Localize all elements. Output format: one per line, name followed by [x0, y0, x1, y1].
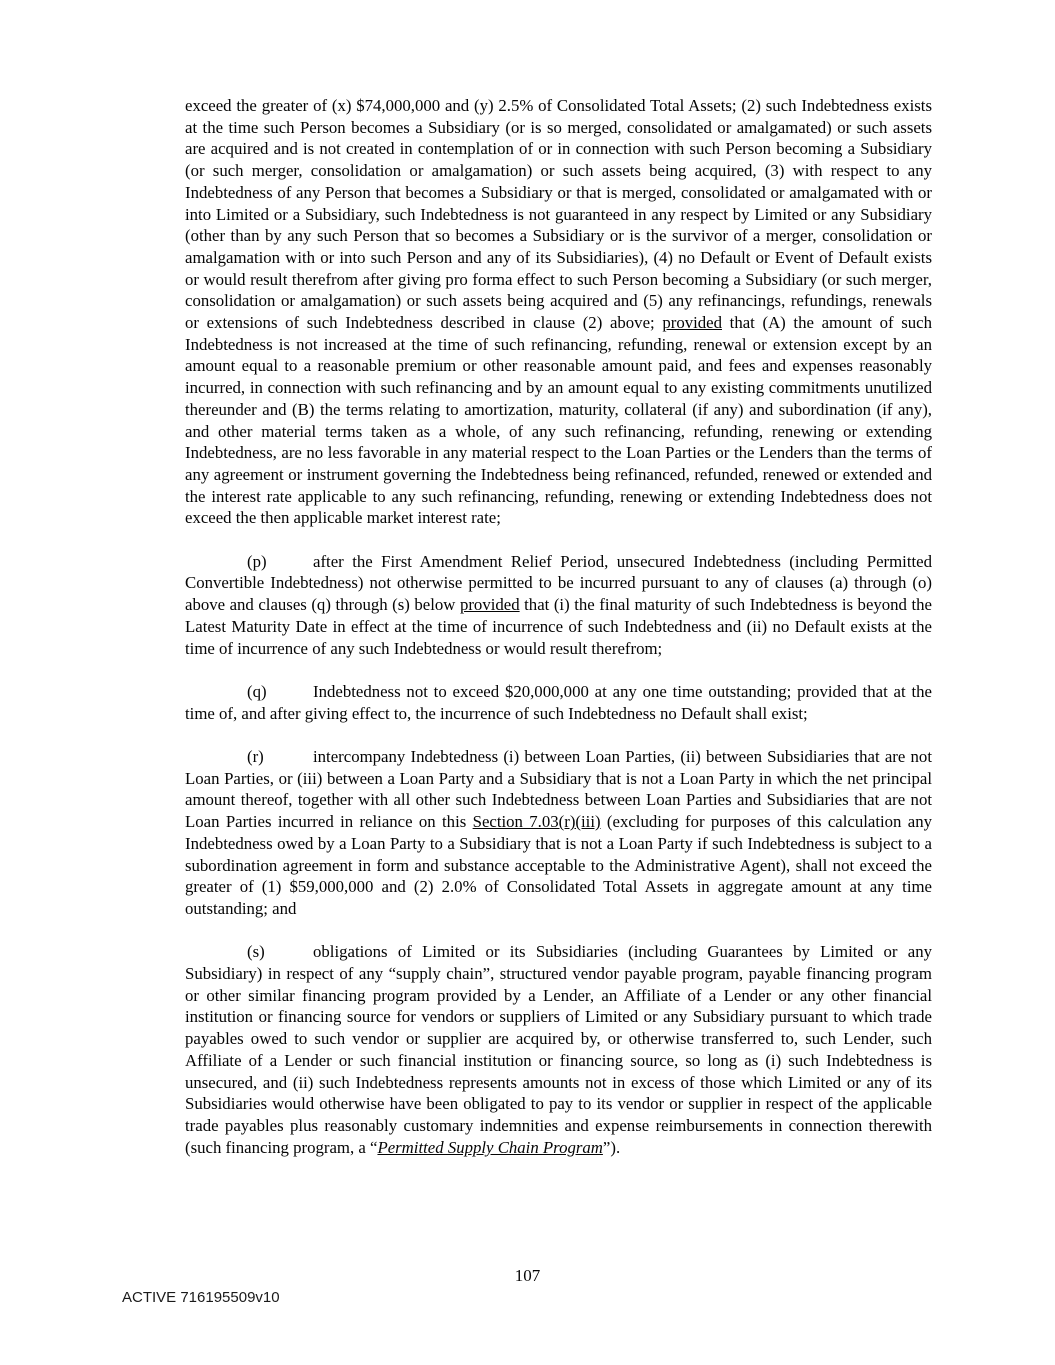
document-id-footer: ACTIVE 716195509v10 [122, 1289, 280, 1306]
text-run: obligations of Limited or its Subsidiaries (including Guarantees by Limited or any Subsidiary) in respect of any “supply chain”, structured vendor payable program, payable financing program or other similar financing program provided by a Lender, an Affiliate of a Lender or any other financial institution or financing source for vendors or suppliers of Limited or any Subsidiary pursuant to which trade payables owed to such vendor or supplier are acquired by, or otherwise transferred to, such Lender, such Affiliate of a Lender or such financial institution or financing source, so long as (i) such Indebtedness is unsecured, and (ii) such Indebtedness represents amounts not in excess of those which Limited or any of its Subsidiaries would otherwise have been obligated to pay to its vendor or supplier in respect of the applicable trade payables plus reasonably customary indemnities and expense reimbursements in connection therewith (such financing program, a “ [185, 942, 932, 1157]
text-run: intercompany Indebtedness (i) between Loan Parties, (ii) between Subsidiaries that are not Loan Parties, or (iii) between a Loan Party and a Subsidiary that is not a Loan Party in which the net principal amount thereof, together with all other such Indebtedness between Loan Parties and Subsidiaries that are not Loan Parties incurred in reliance on this [185, 747, 932, 832]
clause-label: (s) [247, 942, 265, 962]
text-run: exceed the greater of (x) $74,000,000 and (y) 2.5% of Consolidated Total Assets; (2) such Indebtedness exists at the time such Person becomes a Subsidiary (or is so merged, consolidated or amalgamated) or such assets are acquired and is not created in contemplation of or in connection with such Person becoming a Subsidiary (or such merger, consolidation or amalgamation) or such assets being acquired, (3) with respect to any Indebtedness of any Person that becomes a Subsidiary or that is merged, consolidated or amalgamated with or into Limited or a Subsidiary, such Indebtedness is not guaranteed in any respect by Limited or any Subsidiary (other than by any such Person that so becomes a Subsidiary or is the survivor of a merger, consolidation or amalgamation with or into such Person and any of its Subsidiaries), (4) no Default or Event of Default exists or would result therefrom after giving pro forma effect to such Person becoming a Subsidiary (or such merger, consolidation or amalgamation) or such assets being acquired and (5) any refinancings, refundings, renewals or extensions of such Indebtedness described in clause (2) above; [185, 96, 932, 333]
clause-label: (p) [247, 551, 267, 571]
text-run: that (i) the final maturity of such Indebtedness is beyond the Latest Maturity Date in effect at the time of incurrence of such Indebtedness and (ii) no Default exists at the time of incurrence of any such Indebtedness or would result therefrom; [185, 595, 932, 658]
emphasized-term: Section 7.03(r)(iii) [472, 812, 601, 832]
clause-q [185, 681, 932, 724]
emphasized-term: provided [459, 595, 520, 615]
clause-label: (r) [247, 747, 264, 767]
clause-s [185, 941, 932, 1158]
emphasized-term: provided [662, 313, 722, 333]
page-number: 107 [514, 1266, 541, 1285]
text-run: after the First Amendment Relief Period, unsecured Indebtedness (including Permitted Convertible Indebtedness) not otherwise permitted to be incurred pursuant to any of clauses (a) through (o) above and clauses (q) through (s) below [185, 551, 932, 615]
clause-p [185, 551, 932, 660]
clause-o-continuation [185, 95, 932, 529]
emphasized-term: Permitted Supply Chain Program [377, 1137, 603, 1157]
text-run: Indebtedness not to exceed $20,000,000 at any one time outstanding; provided that at the time of, and after giving effect to, the incurrence of such Indebtedness no Default shall exist; [185, 681, 932, 723]
text-run: (excluding for purposes of this calculation any Indebtedness owed by a Loan Party to a Subsidiary that is not a Loan Party if such Indebtedness is subject to a subordination agreement in form and substance acceptable to the Administrative Agent), shall not exceed the greater of (1) $59,000,000 and (2) 2.0% of Consolidated Total Assets in aggregate amount at any time outstanding; and [185, 812, 932, 918]
clause-label: (q) [247, 681, 267, 701]
clause-r [185, 746, 932, 920]
document-body [185, 95, 932, 1158]
text-run: that (A) the amount of such Indebtedness is not increased at the time of such refinancing, refunding, renewal or extension except by an amount equal to a reasonable premium or other reasonable amount paid, and fees and expenses reasonably incurred, in connection with such refinancing and by an amount equal to any existing commitments unutilized thereunder and (B) the terms relating to amortization, maturity, collateral (if any) and subordination (if any), and other material terms taken as a whole, of any such refinancing, refunding, renewing or extending Indebtedness, are no less favorable in any material respect to the Loan Parties or the Lenders than the terms of any agreement or instrument governing the Indebtedness being refinanced, refunded, renewed or extended and the interest rate applicable to any such refinancing, refunding, renewing or extending Indebtedness does not exceed the then applicable market interest rate; [185, 313, 932, 528]
text-run: ”). [602, 1137, 621, 1157]
